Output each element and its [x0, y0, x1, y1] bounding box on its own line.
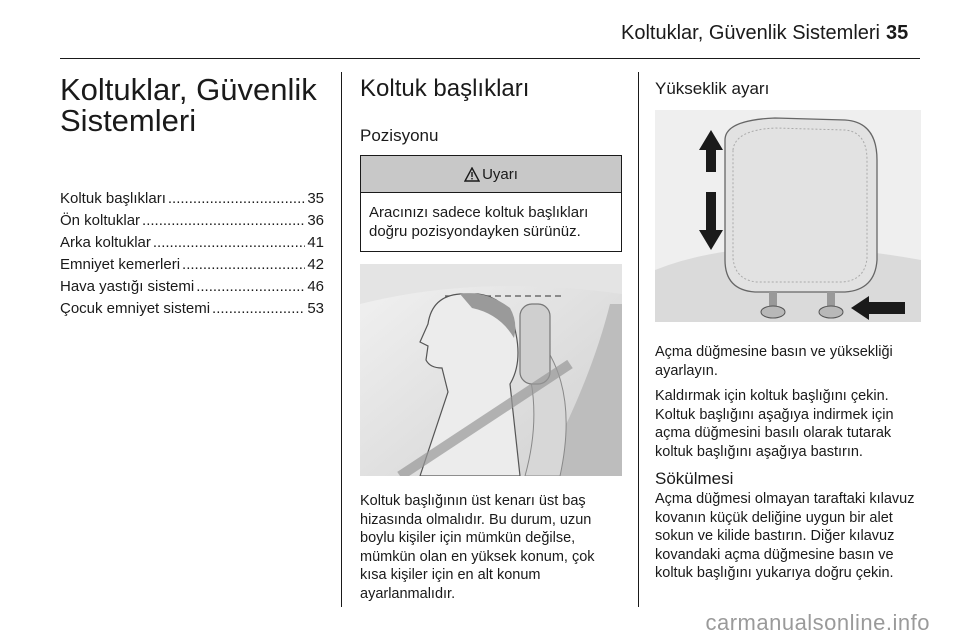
toc-item-on-koltuklar[interactable]: Ön koltuklar ..... 36 — [60, 210, 324, 232]
warning-box — [360, 155, 622, 252]
column-divider-2 — [638, 72, 639, 607]
height-adjust-text-2: Kaldırmak için koltuk başlığını çekin. Koltuk başlığını aşağıya indirmek için açma düğmesini basılı olarak tutarak koltuk başlığını aşağıya bastırın. — [655, 388, 894, 460]
headrest-position-illustration — [360, 264, 622, 476]
header-rule — [60, 58, 920, 59]
height-adjust-column — [655, 78, 921, 590]
subheading-position: Pozisyonu — [360, 126, 439, 145]
headrest-position-column — [360, 74, 622, 603]
toc-item-emniyet-kemerleri[interactable]: Emniyet kemerleri ..... 42 — [60, 254, 324, 276]
section-heading-headrests: Koltuk başlıkları — [360, 75, 530, 102]
page-number: 35 — [886, 22, 909, 44]
height-adjust-text-1: Açma düğmesine basın ve yüksekliği ayarlayın. — [655, 344, 893, 379]
subheading-height-adjust: Yükseklik ayarı — [655, 79, 770, 98]
toc-item-arka-koltuklar[interactable]: Arka koltuklar ..... 41 — [60, 232, 324, 254]
subheading-removal: Sökülmesi — [655, 469, 734, 488]
warning-header — [361, 156, 621, 193]
warning-label: Uyarı — [482, 165, 518, 183]
chapter-column — [60, 74, 324, 320]
warning-triangle-icon — [464, 167, 480, 182]
position-description: Koltuk başlığının üst kenarı üst baş hizasında olmalıdır. Bu durum, uzun boylu kişiler için mümkün değilse, mümkün olan en yüksek konum, çok kısa kişiler için en alt konum ayarlanmalıdır. — [360, 493, 595, 602]
toc-item-koltuk-basliklari[interactable]: Koltuk başlıkları ..... 35 — [60, 188, 324, 210]
headrest-height-illustration — [655, 110, 921, 322]
chapter-title: Koltuklar, Güvenlik Sistemleri — [60, 72, 317, 138]
running-header-title: Koltuklar, Güvenlik Sistemleri — [621, 22, 880, 44]
table-of-contents — [60, 188, 324, 320]
watermark: carmanualsonline.info — [705, 610, 930, 635]
toc-item-hava-yastigi[interactable]: Hava yastığı sistemi ..... 46 — [60, 276, 324, 298]
column-divider-1 — [341, 72, 342, 607]
warning-text: Aracınızı sadece koltuk başlıkları doğru pozisyondayken sürünüz. — [369, 204, 589, 240]
removal-text: Açma düğmesi olmayan taraftaki kılavuz kovanın küçük deliğine uygun bir alet sokun ve kilide bastırın. Diğer kılavuz kovandaki açma düğmesine basın ve koltuk başlığını yukarıya doğru çekin. — [655, 491, 915, 581]
toc-item-cocuk-emniyet[interactable]: Çocuk emniyet sistemi ..... 53 — [60, 298, 324, 320]
